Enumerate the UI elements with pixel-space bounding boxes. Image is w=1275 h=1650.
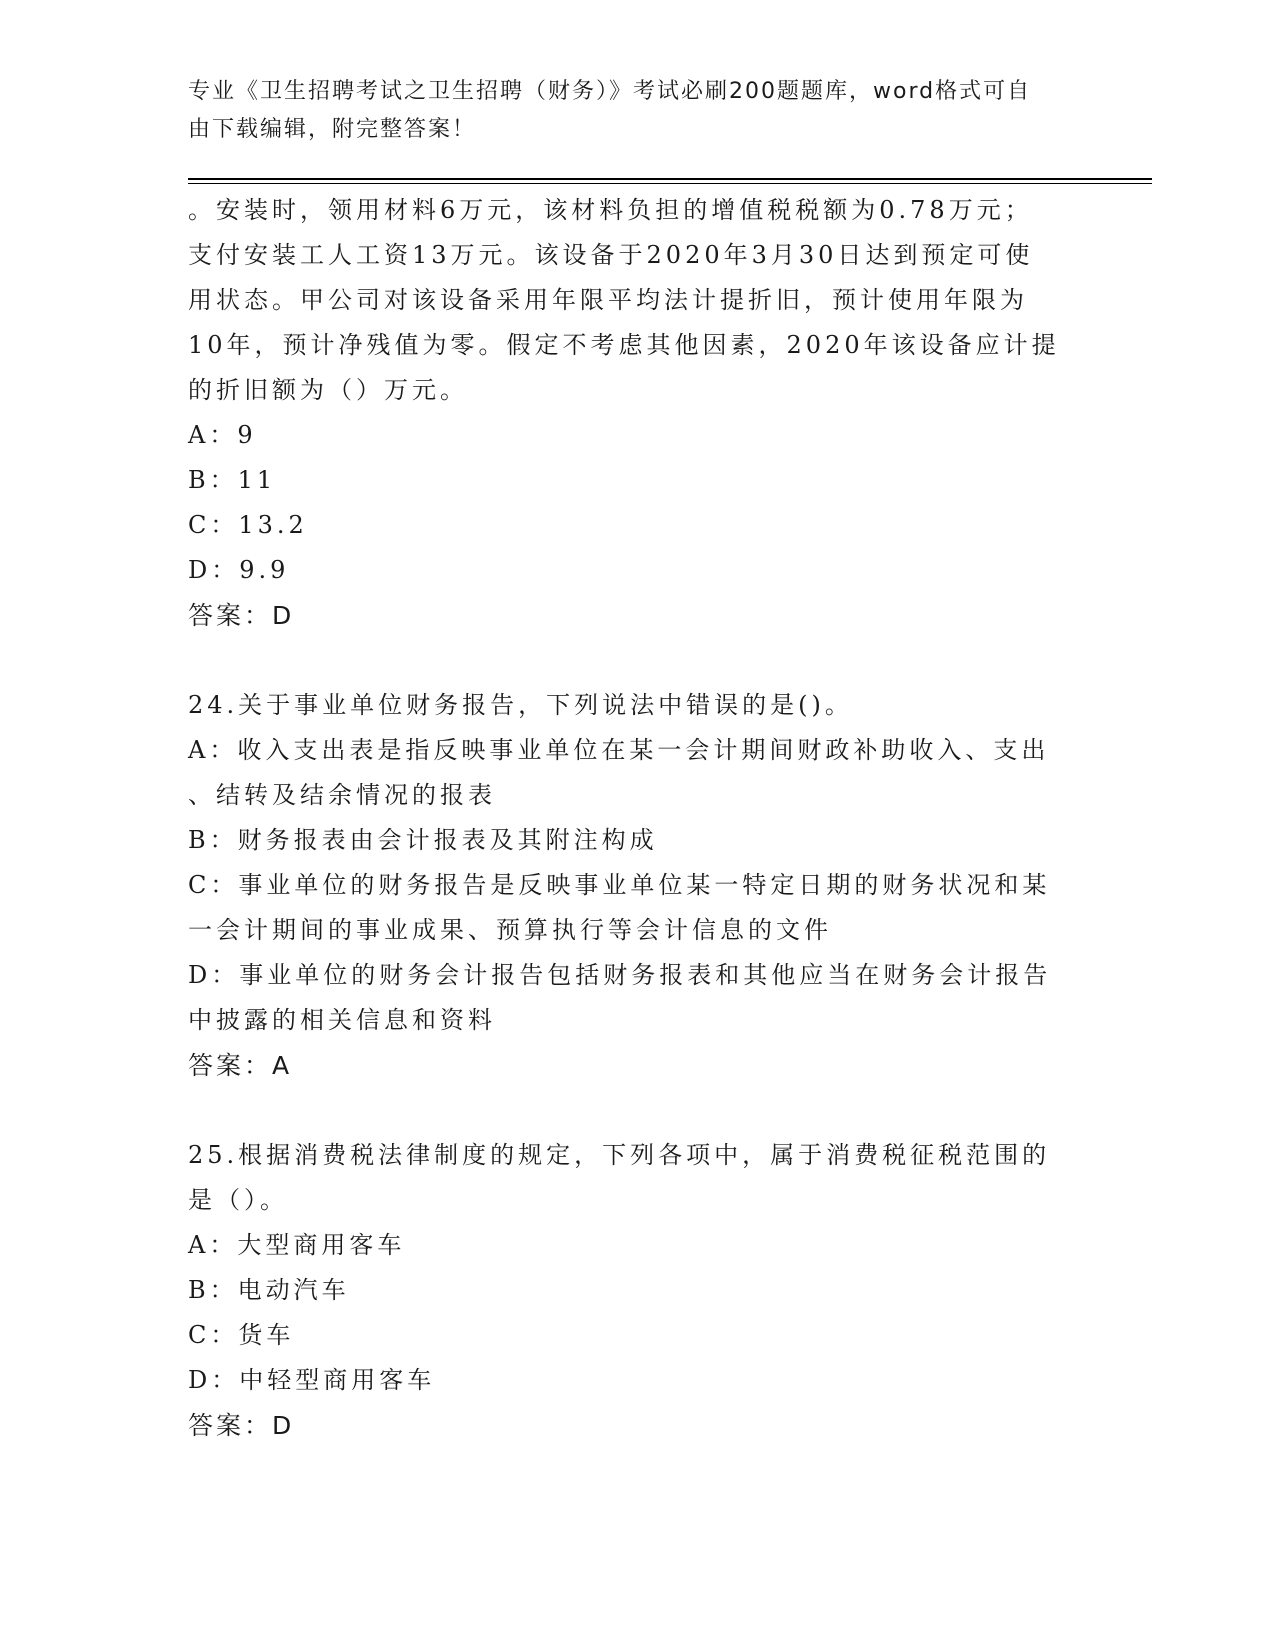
option-c: C：事业单位的财务报告是反映事业单位某一特定日期的财务状况和某	[188, 871, 1051, 899]
question-stem-line: 25.根据消费税法律制度的规定，下列各项中，属于消费税征税范围的	[188, 1141, 1051, 1169]
spacer	[188, 638, 1068, 683]
option-a: A：9	[188, 421, 257, 449]
spacer	[188, 1088, 1068, 1133]
option-b: B：11	[188, 466, 277, 494]
header-rule	[188, 178, 1152, 180]
question-stem-line: 是（）。	[188, 1186, 288, 1214]
question-stem-line: 10年，预计净残值为零。假定不考虑其他因素，2020年该设备应计提	[188, 331, 1060, 359]
option-a: A：大型商用客车	[188, 1231, 406, 1259]
option-d: D：9.9	[188, 556, 290, 584]
header-rule-thin	[188, 183, 1152, 184]
document-body	[188, 188, 1068, 1448]
question-stem-line: 用状态。甲公司对该设备采用年限平均法计提折旧，预计使用年限为	[188, 286, 1028, 314]
question-stem-line: 的折旧额为（）万元。	[188, 376, 468, 404]
option-a-continued: 、结转及结余情况的报表	[188, 781, 496, 809]
answer-line: 答案：A	[188, 1051, 293, 1080]
option-a: A：收入支出表是指反映事业单位在某一会计期间财政补助收入、支出	[188, 736, 1050, 764]
header-title-line: 专业《卫生招聘考试之卫生招聘（财务）》考试必刷200题题库，word格式可自	[188, 79, 1032, 104]
option-c-continued: 一会计期间的事业成果、预算执行等会计信息的文件	[188, 916, 832, 944]
option-d-continued: 中披露的相关信息和资料	[188, 1006, 496, 1034]
question-stem: 24.关于事业单位财务报告，下列说法中错误的是()。	[188, 691, 853, 719]
option-c: C：13.2	[188, 511, 308, 539]
document-header	[188, 73, 1068, 149]
question-25	[188, 1133, 1068, 1448]
answer-line: 答案：D	[188, 1411, 295, 1440]
answer-line: 答案：D	[188, 601, 295, 630]
option-b: B：电动汽车	[188, 1276, 350, 1304]
question-stem-line: 。安装时，领用材料6万元，该材料负担的增值税税额为0.78万元；	[188, 196, 1033, 224]
option-d: D：事业单位的财务会计报告包括财务报表和其他应当在财务会计报告	[188, 961, 1052, 989]
option-b: B：财务报表由会计报表及其附注构成	[188, 826, 658, 854]
header-title-line: 由下载编辑，附完整答案！	[188, 117, 477, 142]
option-d: D：中轻型商用客车	[188, 1366, 436, 1394]
question-24	[188, 683, 1068, 1088]
question-23	[188, 188, 1068, 638]
question-stem-line: 支付安装工人工资13万元。该设备于2020年3月30日达到预定可使	[188, 241, 1034, 269]
option-c: C：货车	[188, 1321, 295, 1349]
